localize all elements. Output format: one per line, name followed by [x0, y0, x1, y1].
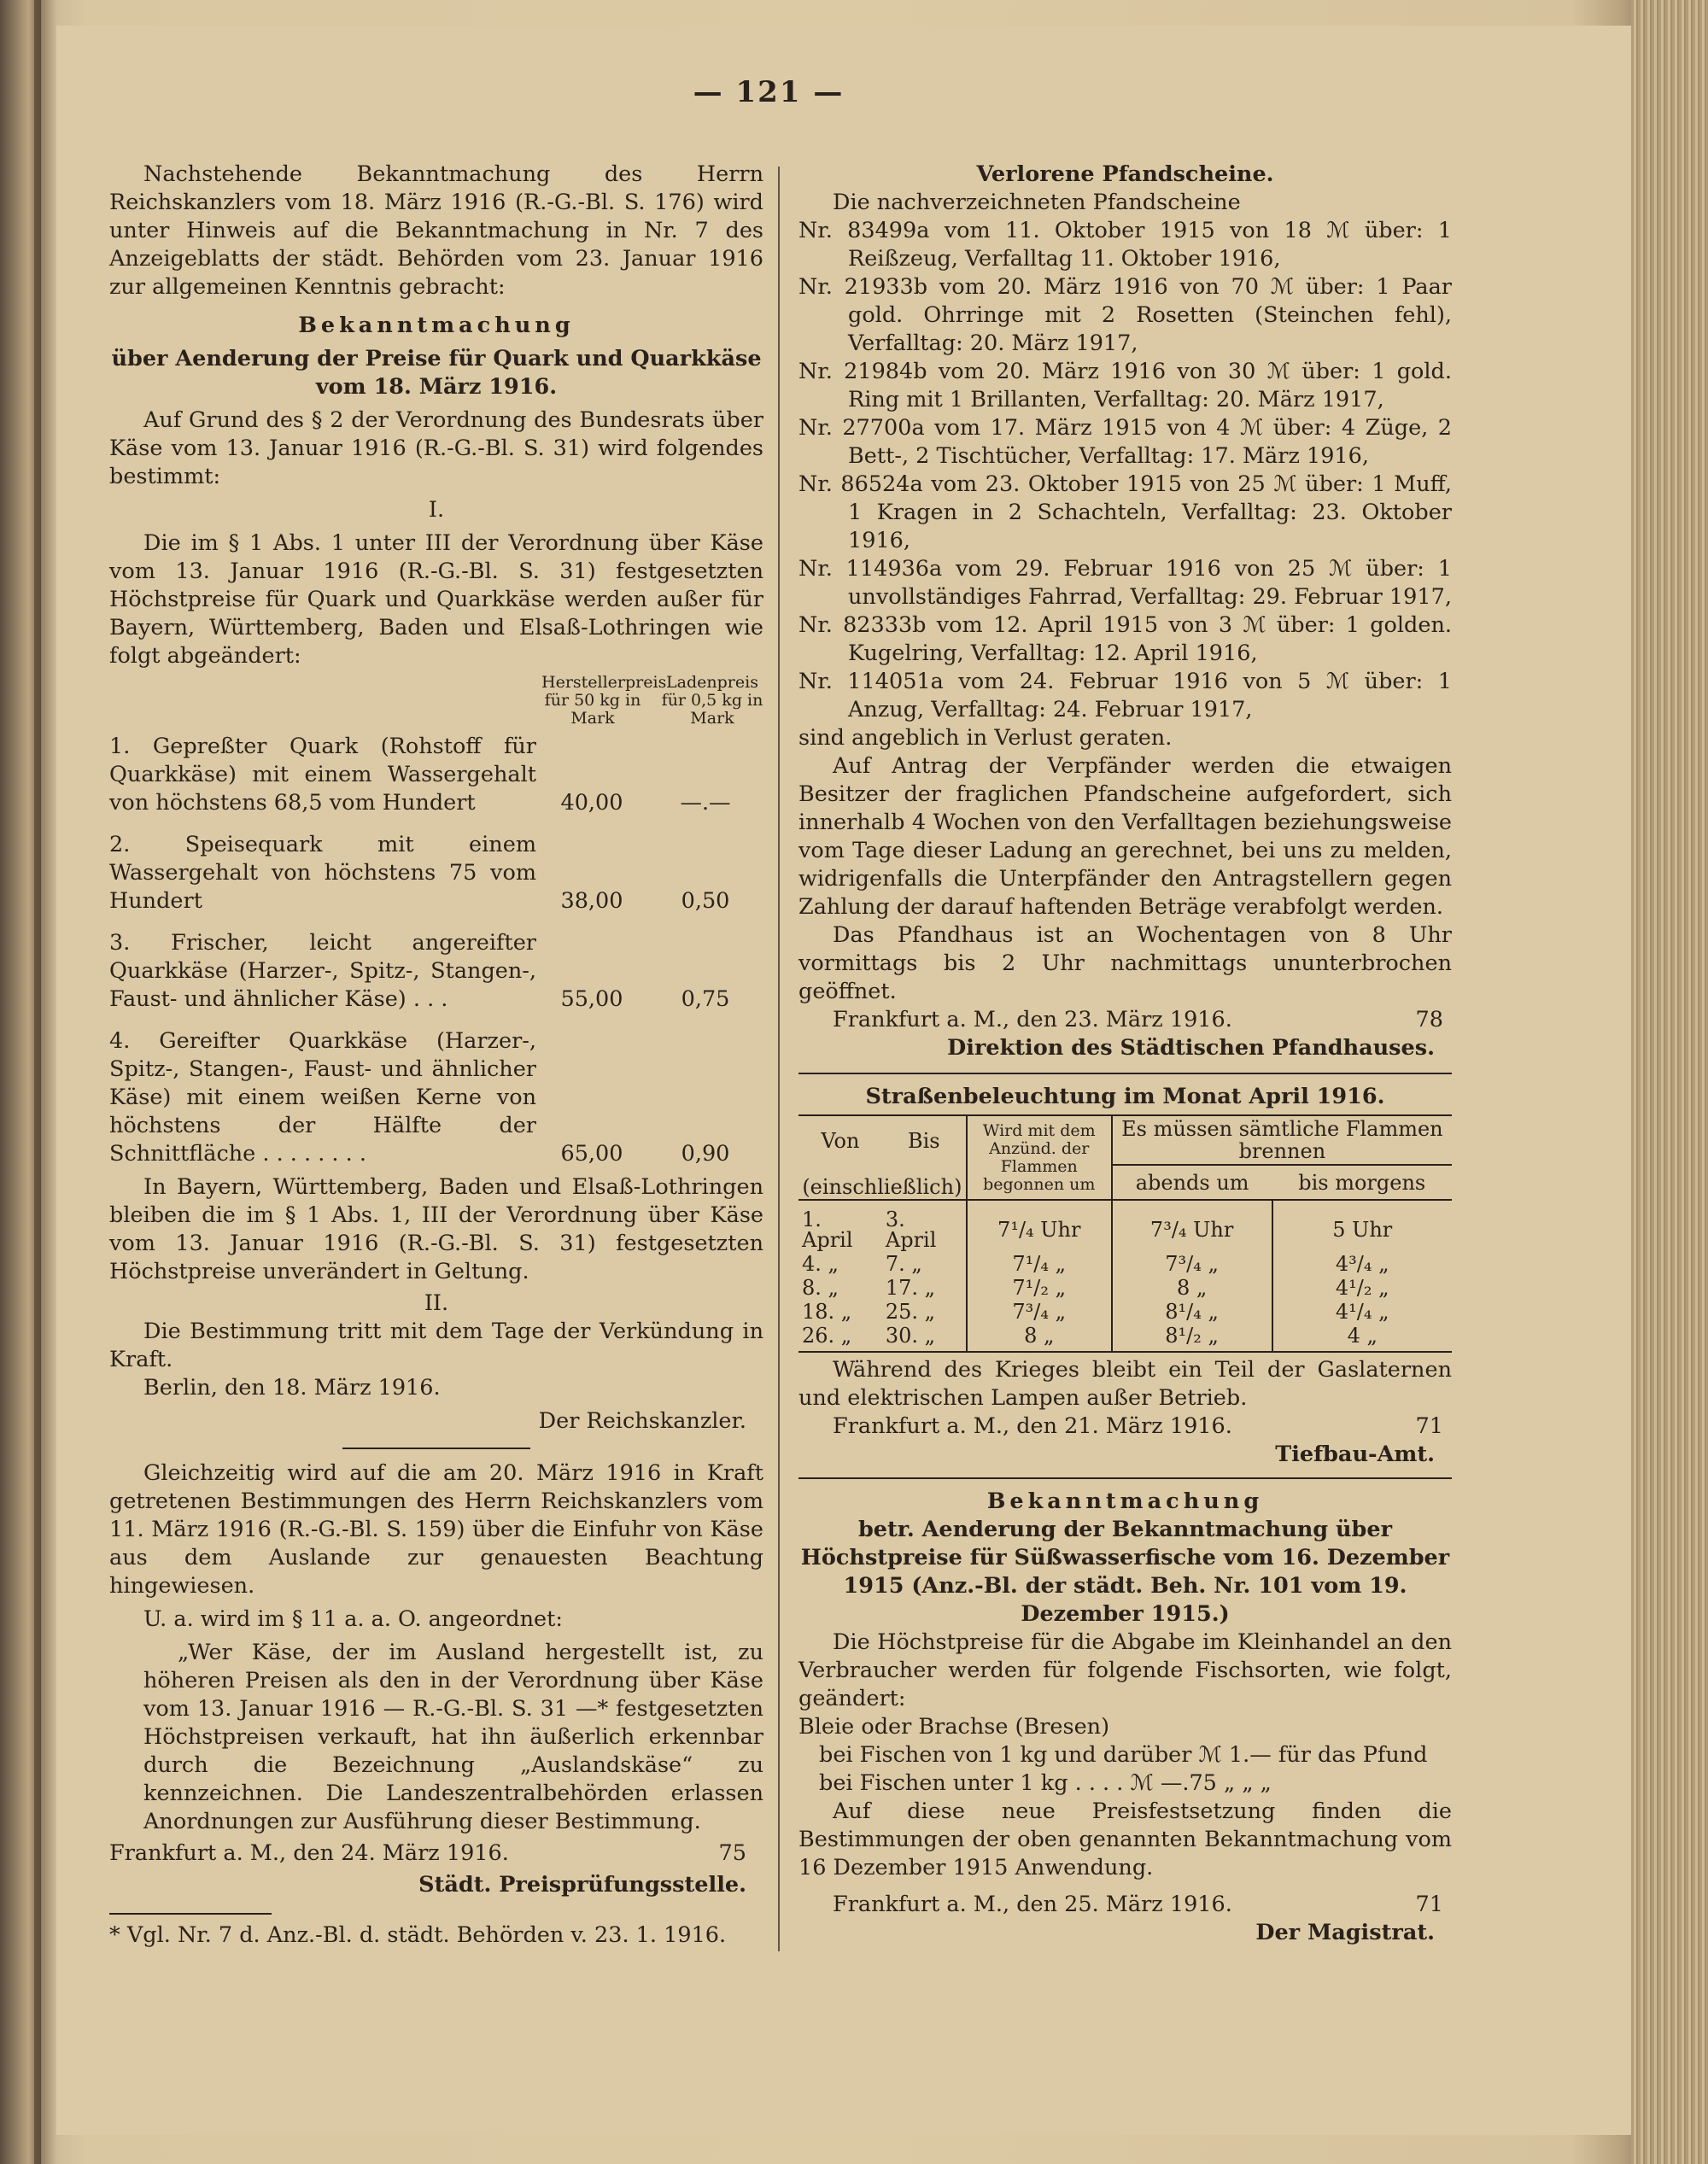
pawn-office: Direktion des Städtischen Pfandhauses. [947, 1035, 1435, 1061]
ordinance-paragraph: U. a. wird im § 11 a. a. O. angeordnet: [143, 1606, 563, 1632]
fish-applicability: Auf diese neue Preisfestsetzung finden die Bestimmungen der oben genannten Bekanntmachung vom 16 Dezember 1915 Anwendung. [798, 1798, 1452, 1880]
lighting-row [798, 1252, 1452, 1276]
price-item-text: 3. Frischer, leicht angereifter Quarkkäse (Harzer-, Spitz-, Stangen-, Faust- und ähnlicher Käse) . . . [109, 930, 536, 1012]
col-evening: abends um [1112, 1165, 1272, 1200]
pawn-list [798, 217, 1452, 724]
row-von: 18. „ [802, 1300, 852, 1324]
price-item-retail: 0,90 [681, 1141, 730, 1167]
row-start: 7¹/₄ Uhr [967, 1200, 1112, 1252]
row-von: 4. „ [802, 1252, 839, 1276]
row-evening: 8¹/₂ „ [1112, 1324, 1272, 1352]
lighting-note: Während des Krieges bleibt ein Teil der Gaslaternen und elektrischen Lampen außer Betrieb. [798, 1357, 1452, 1411]
legal-basis-paragraph: Auf Grund des § 2 der Verordnung des Bundesrats über Käse vom 13. Januar 1916 (R.-G.-Bl. S. 31) wird folgendes bestimmt: [109, 407, 763, 489]
row-von: 1. April [802, 1208, 853, 1252]
col-morning: bis morgens [1272, 1165, 1453, 1200]
row-start: 7¹/₂ „ [967, 1276, 1112, 1300]
lighting-office: Tiefbau-Amt. [1275, 1442, 1435, 1467]
signature-place-date: Frankfurt a. M., den 24. März 1916. [109, 1840, 509, 1866]
row-bis: 3. April [885, 1208, 937, 1252]
price-change-paragraph: Die im § 1 Abs. 1 unter III der Verordnung über Käse vom 13. Januar 1916 (R.-G.-Bl. S. 31) festgesetzten Höchstpreise für Quark und Quarkkäse werden außer für Bayern, Württemberg, Baden und Elsaß-Lothringen wie folgt abgeändert: [109, 530, 763, 669]
lighting-place-date: Frankfurt a. M., den 21. März 1916. [833, 1413, 1232, 1439]
notice-subheading: über Aenderung der Preise für Quark und Quarkkäse vom 18. März 1916. [111, 346, 762, 400]
pawn-item: Nr. 27700a vom 17. März 1915 von 4 ℳ über: 4 Züge, 2 Bett-, 2 Tischtücher, Verfalltag: 17. März 1916, [798, 415, 1452, 469]
page-number: — 121 — [693, 75, 845, 109]
berlin-date: Berlin, den 18. März 1916. [143, 1375, 441, 1401]
left-column [109, 161, 763, 1950]
pawn-item: Nr. 82333b vom 12. April 1915 von 3 ℳ über: 1 golden. Kugelring, Verfalltag: 12. April 1916, [798, 612, 1452, 666]
section-one-label: I. [428, 497, 445, 523]
row-morning: 5 Uhr [1272, 1200, 1453, 1252]
pawn-hours: Das Pfandhaus ist an Wochentagen von 8 Uhr vormittags bis 2 Uhr nachmittags ununterbrochen geöffnet. [798, 922, 1452, 1004]
lighting-number: 71 [1415, 1413, 1443, 1439]
pawn-item: Nr. 114051a vom 24. Februar 1916 von 5 ℳ über: 1 Anzug, Verfalltag: 24. Februar 1917, [798, 669, 1452, 722]
col-start: Wird mit dem Anzünd. der Flammen begonnen um [967, 1115, 1112, 1200]
price-item [109, 929, 763, 1014]
pawn-heading: Verlorene Pfandscheine. [976, 161, 1274, 187]
price-item [109, 1027, 763, 1168]
col-von: Von [798, 1115, 882, 1165]
lighting-row [798, 1200, 1452, 1252]
pawn-intro: Die nachverzeichneten Pfandscheine [833, 190, 1241, 215]
row-bis: 30. „ [882, 1324, 967, 1352]
price-item [109, 831, 763, 915]
fish-paragraph: Die Höchstpreise für die Abgabe im Kleinhandel an den Verbraucher werden für folgende Fischsorten, wie folgt, geändert: [798, 1629, 1452, 1711]
fish-kind: Bleie oder Brachse (Bresen) [798, 1714, 1110, 1740]
row-bis: 7. „ [885, 1252, 922, 1276]
pawn-request-paragraph: Auf Antrag der Verpfänder werden die etwaigen Besitzer der fraglichen Pfandscheine aufgefordert, sich innerhalb 4 Wochen von den Verfalltagen beziehungsweise vom Tage dieser Ladung an gerechnet, bei uns zu melden, widrigenfalls die Unterpfänder den Antragstellern gegen Zahlung der darauf haftenden Beträge verabfolgt werden. [798, 753, 1452, 920]
row-evening: 8 „ [1112, 1276, 1272, 1300]
price-item-text: 1. Gepreßter Quark (Rohstoff für Quarkkäse) mit einem Wassergehalt von höchstens 68,5 vom Hundert [109, 734, 536, 816]
pawn-item: Nr. 83499a vom 11. Oktober 1915 von 18 ℳ über: 1 Reißzeug, Verfalltag 11. Oktober 1916, [798, 218, 1452, 272]
col-burning: Es müssen sämtliche Flammen brennen [1112, 1115, 1452, 1165]
signature-office: Städt. Preisprüfungsstelle. [418, 1872, 746, 1898]
manufacturer-price-header: Herstellerpreis für 50 kg in Mark [541, 673, 667, 728]
price-column-headers [109, 674, 763, 728]
effective-paragraph: Die Bestimmung tritt mit dem Tage der Verkündung in Kraft. [109, 1319, 763, 1372]
price-item-text: 4. Gereifter Quarkkäse (Harzer-, Spitz-, Stangen-, Faust- und ähnlicher Käse) mit einem weißen Kerne von höchstens der Hälfte der Schnittfläche . . . . . . . . [109, 1028, 536, 1167]
price-item-manufacturer: 40,00 [560, 790, 623, 816]
fish-subheading: betr. Aenderung der Bekanntmachung über Höchstpreise für Süßwasserfische vom 16. Dezember 1915 (Anz.-Bl. der städt. Beh. Nr. 101 vom 19. Dezember 1915.) [800, 1517, 1450, 1627]
fish-place-date: Frankfurt a. M., den 25. März 1916. [833, 1892, 1232, 1917]
pawn-signature-line [798, 1006, 1452, 1034]
lighting-row [798, 1324, 1452, 1352]
fish-price-line: bei Fischen unter 1 kg . . . . ℳ —.75 „ „ „ [819, 1770, 1272, 1796]
footnote-rule [109, 1913, 272, 1915]
price-item-retail: —.— [680, 790, 731, 816]
pawn-item: Nr. 86524a vom 23. Oktober 1915 von 25 ℳ über: 1 Muff, 1 Kragen in 2 Schachteln, Verfalltag: 23. Oktober 1916, [798, 471, 1452, 553]
signature-number: 75 [718, 1840, 746, 1866]
notice-heading: Bekanntmachung [298, 313, 575, 338]
price-item-retail: 0,75 [681, 986, 730, 1012]
fish-price-line: bei Fischen von 1 kg und darüber ℳ 1.— für das Pfund [819, 1742, 1428, 1768]
footnote: * Vgl. Nr. 7 d. Anz.-Bl. d. städt. Behörden v. 23. 1. 1916. [109, 1922, 727, 1948]
signature-line [109, 1839, 763, 1868]
lighting-heading: Straßenbeleuchtung im Monat April 1916. [865, 1084, 1385, 1109]
lighting-table [798, 1114, 1452, 1353]
row-bis: 25. „ [885, 1300, 936, 1324]
lighting-row [798, 1300, 1452, 1324]
row-von: 26. „ [798, 1324, 882, 1352]
pawn-place-date: Frankfurt a. M., den 23. März 1916. [833, 1007, 1232, 1032]
row-start: 8 „ [967, 1324, 1112, 1352]
row-bis: 17. „ [885, 1276, 936, 1300]
ordinance-quote: „Wer Käse, der im Ausland hergestellt ist, zu höheren Preisen als den in der Verordnung über Käse vom 13. Januar 1916 — R.-G.-Bl. S. 31 —* festgesetzten Höchstpreisen verkauft, hat ihn äußerlich erkennbar durch die Bezeichnung „Auslandskäse“ zu kennzeichnen. Die Landeszentralbehörden erlassen Anordnungen zur Ausführung dieser Bestimmung. [143, 1640, 763, 1834]
row-morning: 4³/₄ „ [1272, 1252, 1453, 1276]
right-column [798, 161, 1452, 1947]
fish-number: 71 [1415, 1892, 1443, 1917]
row-morning: 4 „ [1272, 1324, 1453, 1352]
intro-paragraph: Nachstehende Bekanntmachung des Herrn Reichskanzlers vom 18. März 1916 (R.-G.-Bl. S. 176) wird unter Hinweis auf die Bekanntmachung in Nr. 7 des Anzeigeblatts der städt. Behörden vom 23. Januar 1916 zur allgemeinen Kenntnis gebracht: [109, 161, 763, 300]
page-stack-edge [1631, 0, 1708, 2164]
price-item [109, 733, 763, 817]
row-von: 8. „ [802, 1276, 839, 1300]
fish-heading: Bekanntmachung [986, 1488, 1264, 1514]
row-start: 7³/₄ „ [967, 1300, 1112, 1324]
exception-paragraph: In Bayern, Württemberg, Baden und Elsaß-Lothringen bleiben die im § 1 Abs. 1, III der Verordnung über Käse vom 13. Januar 1916 (R.-G.-Bl. S. 31) festgesetzten Höchstpreise unverändert in Geltung. [109, 1174, 763, 1284]
divider [342, 1448, 530, 1449]
pawn-number: 78 [1415, 1007, 1443, 1032]
row-morning: 4¹/₄ „ [1272, 1300, 1453, 1324]
pawn-item: Nr. 21933b vom 20. März 1916 von 70 ℳ über: 1 Paar gold. Ohrringe mit 2 Rosetten (Steinchen fehl), Verfalltag: 20. März 1917, [798, 274, 1452, 356]
section-two-label: II. [424, 1290, 449, 1316]
col-bis: Bis [882, 1115, 967, 1165]
price-item-text: 2. Speisequark mit einem Wassergehalt von höchstens 75 vom Hundert [109, 832, 536, 914]
row-evening: 7³/₄ Uhr [1112, 1200, 1272, 1252]
import-paragraph: Gleichzeitig wird auf die am 20. März 1916 in Kraft getretenen Bestimmungen des Herrn Reichskanzlers vom 11. März 1916 (R.-G.-Bl. S. 159) über die Einfuhr von Käse aus dem Auslande zur genauesten Beachtung hingewiesen. [109, 1460, 763, 1599]
column-divider [778, 167, 780, 1951]
retail-price-header: Ladenpreis für 0,5 kg in Mark [661, 673, 763, 728]
price-item-manufacturer: 65,00 [560, 1141, 623, 1167]
row-evening: 8¹/₄ „ [1112, 1300, 1272, 1324]
row-morning: 4¹/₂ „ [1272, 1276, 1453, 1300]
pawn-item: Nr. 21984b vom 20. März 1916 von 30 ℳ über: 1 gold. Ring mit 1 Brillanten, Verfalltag: 20. März 1917, [798, 359, 1452, 412]
col-inclusive: (einschließlich) [798, 1165, 967, 1200]
price-item-manufacturer: 55,00 [560, 986, 623, 1012]
reichskanzler-signature: Der Reichskanzler. [538, 1408, 746, 1434]
pawn-item: Nr. 114936a vom 29. Februar 1916 von 25 ℳ über: 1 unvollständiges Fahrrad, Verfalltag: 29. Februar 1917, [798, 556, 1452, 610]
price-item-manufacturer: 38,00 [560, 888, 623, 914]
fish-signature-line [798, 1891, 1452, 1919]
lighting-row [798, 1276, 1452, 1300]
divider [798, 1073, 1452, 1074]
lighting-signature-line [798, 1412, 1452, 1441]
divider [798, 1477, 1452, 1479]
pawn-lost-note: sind angeblich in Verlust geraten. [798, 725, 1173, 751]
fish-office: Der Magistrat. [1255, 1920, 1435, 1945]
row-start: 7¹/₄ „ [967, 1252, 1112, 1276]
row-evening: 7³/₄ „ [1112, 1252, 1272, 1276]
gutter-shadow [34, 0, 56, 2164]
price-item-retail: 0,50 [681, 888, 730, 914]
